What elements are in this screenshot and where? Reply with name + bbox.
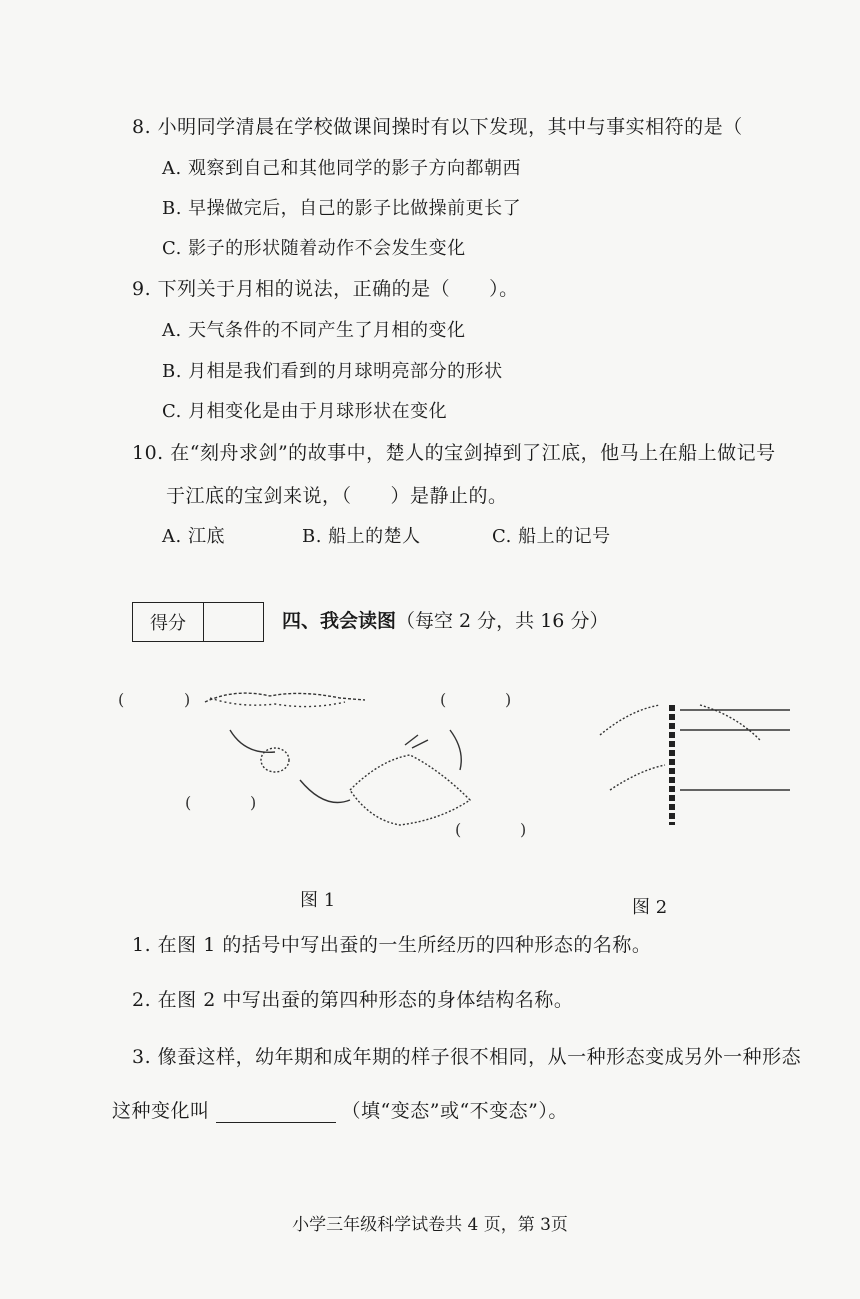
fig1-blank-3: ( [185, 793, 192, 812]
moth-wing-left [600, 705, 660, 735]
q9-option-a: A. 天气条件的不同产生了月相的变化 [162, 320, 466, 341]
moth-sketch [350, 755, 470, 825]
q10-option-c: C. 船上的记号 [492, 526, 611, 547]
task-2: 2. 在图 2 中写出蚕的第四种形态的身体结构名称。 [132, 989, 574, 1011]
page-footer: 小学三年级科学试卷共 4 页，第 3页 [292, 1215, 568, 1235]
task-3-pre: 这种变化叫 [112, 1100, 210, 1122]
q9-stem: 9. 下列关于月相的说法，正确的是（ ）。 [132, 278, 519, 300]
fig1-blank-1: ( [118, 690, 125, 709]
larva-sketch-2 [210, 698, 345, 707]
fig1-blank-3-close: ) [250, 793, 257, 812]
task-3: 3. 像蚕这样，幼年期和成年期的样子很不相同，从一种形态变成另外一种形态 [132, 1046, 802, 1068]
cycle-arrow-3 [450, 730, 461, 770]
task-1: 1. 在图 1 的括号中写出蚕的一生所经历的四种形态的名称。 [132, 934, 652, 956]
q10-option-a: A. 江底 [162, 526, 225, 547]
q9-option-b: B. 月相是我们看到的月球明亮部分的形状 [162, 361, 503, 382]
fig1-blank-2: ( [440, 690, 447, 709]
moth-antenna [405, 735, 428, 748]
fig1-blank-2-close: ) [505, 690, 512, 709]
q10-stem: 10. 在“刻舟求剑”的故事中，楚人的宝剑掉到了江底，他马上在船上做记号 [132, 442, 776, 464]
q9-option-c: C. 月相变化是由于月球形状在变化 [162, 401, 448, 422]
figure-2-caption: 图 2 [632, 897, 668, 918]
figure-1-caption: 图 1 [300, 890, 336, 911]
larva-sketch [205, 693, 365, 702]
answer-blank[interactable] [216, 1104, 336, 1123]
q8-stem: 8. 小明同学清晨在学校做课间操时有以下发现，其中与事实相符的是（ [132, 116, 743, 138]
figure-1-lifecycle [118, 690, 526, 839]
score-box [132, 602, 264, 642]
fig1-blank-1-close: ) [184, 690, 191, 709]
task-3-post: （填“变态”或“不变态”）。 [341, 1100, 568, 1122]
q10-option-b: B. 船上的楚人 [302, 526, 421, 547]
section-points: （每空 2 分，共 16 分） [396, 610, 609, 632]
section-title [282, 606, 608, 633]
figure-2-body-structure [600, 705, 790, 825]
fig1-blank-4: ( [455, 820, 462, 839]
score-value-cell[interactable] [204, 603, 263, 641]
cycle-arrow-1 [230, 730, 275, 752]
score-label: 得分 [133, 603, 204, 641]
q8-option-b: B. 早操做完后，自己的影子比做操前更长了 [162, 198, 522, 219]
q8-option-c: C. 影子的形状随着动作不会发生变化 [162, 238, 466, 259]
q10-stem-line2: 于江底的宝剑来说，（ ）是静止的。 [166, 485, 508, 507]
task-3-line2 [112, 1096, 568, 1123]
moth-leg-sketch [610, 765, 665, 790]
cycle-arrow-2 [300, 780, 350, 803]
section-title-text: 四、我会读图 [282, 610, 397, 632]
fig1-blank-4-close: ) [520, 820, 527, 839]
silkworm-figures [0, 660, 860, 860]
q8-option-a: A. 观察到自己和其他同学的影子方向都朝西 [162, 158, 521, 179]
